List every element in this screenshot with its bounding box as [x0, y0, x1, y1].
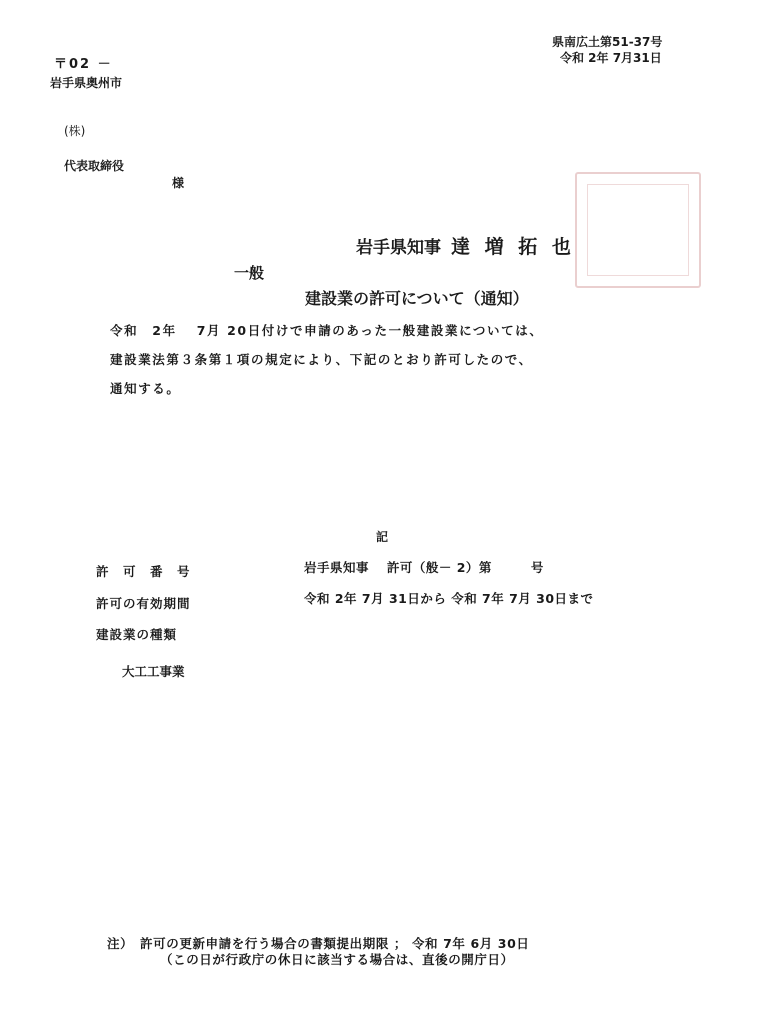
- permit-number-label: 許 可 番 号: [96, 564, 191, 579]
- note-line-1: 注） 許可の更新申請を行う場合の書類提出期限 ； 令和 7年 6月 30日: [107, 936, 530, 951]
- body-text: [110, 316, 730, 403]
- business-type-label: 建設業の種類: [96, 627, 178, 642]
- note-line-2: （この日が行政庁の休日に該当する場合は、直後の開庁日）: [160, 952, 514, 967]
- work-type: 大工工事業: [122, 664, 185, 679]
- permit-type: 一般: [234, 264, 265, 282]
- postal-code: 〒02 －: [54, 57, 113, 72]
- recipient-company: (株): [64, 124, 86, 138]
- body-line: 令和 2年 7月 20日付けで申請のあった一般建設業については、: [110, 323, 544, 338]
- sender-name: 達 増 拓 也: [451, 236, 575, 258]
- official-seal-stamp: [575, 172, 701, 288]
- recipient-honorific: 様: [172, 176, 185, 190]
- validity-period-value: 令和 2年 7月 31日から 令和 7年 7月 30日まで: [304, 591, 594, 606]
- body-line: 通知する。: [110, 381, 181, 396]
- body-line: 建設業法第３条第１項の規定により、下記のとおり許可したので、: [110, 352, 533, 367]
- document-date: 令和 2年 7月31日: [560, 51, 662, 65]
- recipient-representative: 代表取締役: [64, 159, 125, 173]
- permit-number-value: 岩手県知事 許可（般－ 2）第 号: [304, 560, 544, 575]
- validity-period-label: 許可の有効期間: [96, 596, 191, 611]
- sender-title: 岩手県知事: [356, 238, 441, 258]
- sender-block: [356, 238, 575, 257]
- document-number: 県南広土第51-37号: [552, 35, 663, 49]
- document-subject: 建設業の許可について（通知）: [305, 289, 529, 308]
- recipient-address: 岩手県奥州市: [50, 76, 123, 90]
- ki-heading: 記: [376, 530, 389, 544]
